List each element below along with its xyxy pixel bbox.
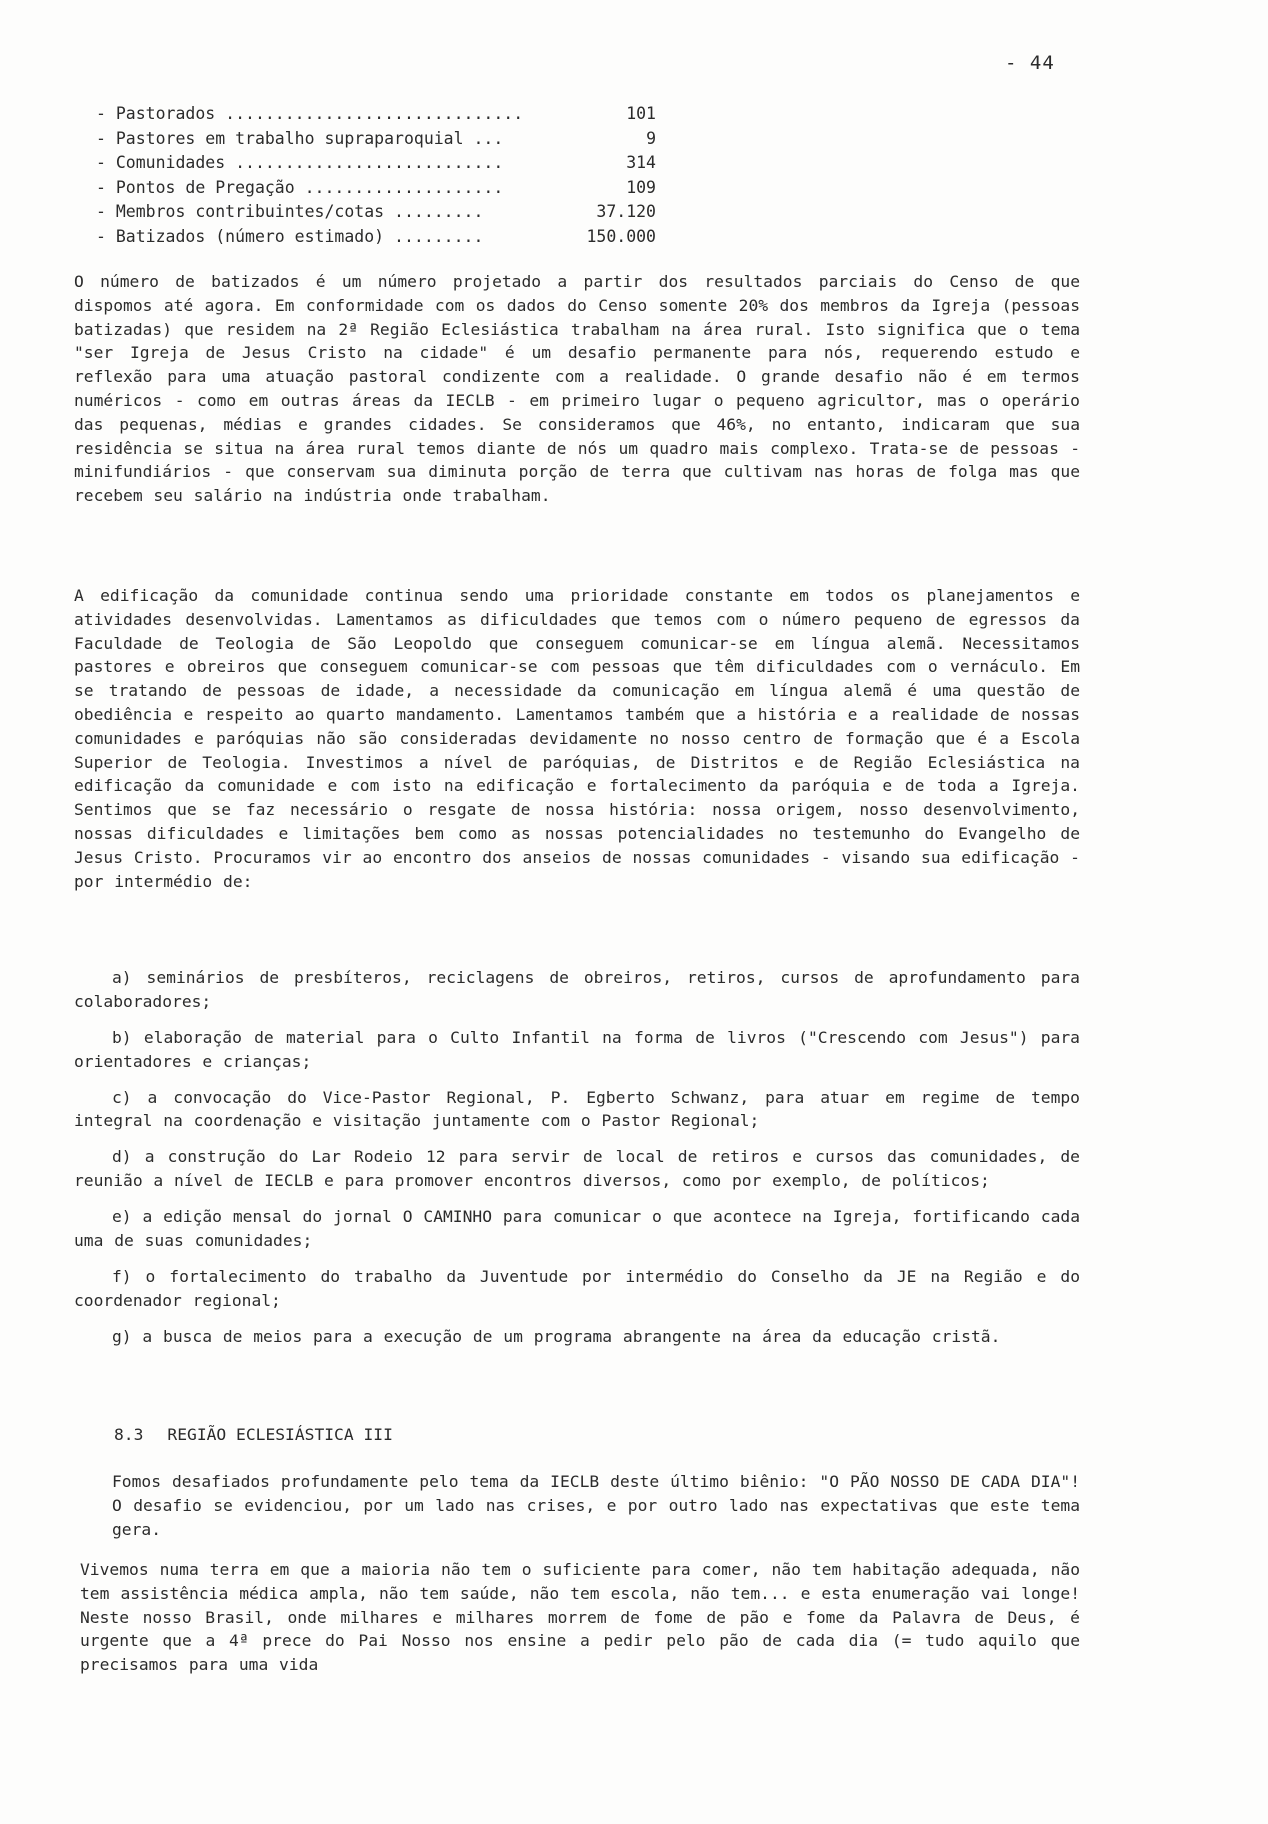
stat-label: - Pastorados .............................. xyxy=(96,104,524,123)
initiatives-list xyxy=(74,966,1080,1361)
stat-label: - Pastores em trabalho supraparoquial ... xyxy=(96,128,504,148)
stat-value: 150.000 xyxy=(586,226,656,246)
page-number: - 44 xyxy=(1005,52,1055,74)
list-item: d) a construção do Lar Rodeio 12 para servir de local de retiros e cursos das comunidades, de reunião a nível de IECLB e para promover encontros diversos, como por exemplo, de políticos; xyxy=(74,1147,1080,1191)
list-item: f) o fortalecimento do trabalho da Juventude por intermédio do Conselho da JE na Região e do coordenador regional; xyxy=(74,1266,1080,1310)
paragraph-theme: Fomos desafiados profundamente pelo tema da IECLB deste último biênio: "O PÃO NOSSO DE CADA DIA"! O desafio se evidenciou, por um lado nas crises, e por outro lado nas expectativas que este tema gera. xyxy=(112,1472,1080,1539)
statistics-list xyxy=(96,102,656,249)
stat-row xyxy=(96,225,656,250)
section-heading xyxy=(114,1425,393,1444)
list-item: e) a edição mensal do jornal O CAMINHO para comunicar o que acontece na Igreja, fortificando cada uma de suas comunidades; xyxy=(74,1207,1080,1250)
stat-value: 314 xyxy=(626,153,656,172)
list-item: c) a convocação do Vice-Pastor Regional, P. Egberto Schwanz, para atuar em regime de tempo integral na coordenação e visitação juntamente com o Pastor Regional; xyxy=(74,1087,1080,1131)
stat-label: - Comunidades ........................... xyxy=(96,153,504,172)
stat-value: 101 xyxy=(626,104,656,123)
list-item: g) a busca de meios para a execução de um programa abrangente na área da educação cristã. xyxy=(112,1326,1001,1346)
stat-label: - Batizados (número estimado) ......... xyxy=(96,226,484,246)
stat-value: 37.120 xyxy=(596,202,656,221)
stat-row xyxy=(96,176,656,201)
section-number: 8.3 xyxy=(114,1425,144,1444)
list-item: b) elaboração de material para o Culto Infantil na forma de livros ("Crescendo com Jesus") para orientadores e crianças; xyxy=(74,1027,1080,1071)
paragraph-census: O número de batizados é um número projetado a partir dos resultados parciais do Censo de que dispomos até agora. Em conformidade com os dados do Censo somente 20% dos membros da Igreja (pessoas batizadas) que residem na 2ª Região Eclesiástica trabalham na área rural. Isto significa que o tema "ser Igreja de Jesus Cristo na cidade" é um desafio permanente para nós, requerendo estudo e reflexão para uma atuação pastoral condizente com a realidade. O grande desafio não é em termos numéricos - como em outras áreas da IECLB - em primeiro lugar o pequeno agricultor, mas o operário das pequenas, médias e grandes cidades. Se consideramos que 46%, no entanto, indicaram que sua residência se situa na área rural temos diante de nós um quadro mais complexo. Trata-se de pessoas - minifundiários - que conservam sua diminuta porção de terra que cultivam nas horas de folga mas que recebem seu salário na indústria onde trabalham. xyxy=(74,272,1080,506)
stat-row xyxy=(96,102,656,127)
paragraph-community-building: A edificação da comunidade continua sendo uma prioridade constante em todos os planejamentos e atividades desenvolvidas. Lamentamos as dificuldades que temos com o número pequeno de egressos da Faculdade de Teologia de São Leopoldo que conseguem comunicar-se em língua alemã. Necessitamos pastores e obreiros que conseguem comunicar-se com pessoas que têm dificuldades com o vernáculo. Em se tratando de pessoas de idade, a necessidade da comunicação em língua alemã é uma questão de obediência e respeito ao quarto mandamento. Lamentamos também que a história e a realidade de nossas comunidades e paróquias não são consideradas devidamente no nosso centro de formação que é a Escola Superior de Teologia. Investimos a nível de paróquias, de Distritos e de Região Eclesiástica na edificação da comunidade e com isto na edificação e fortalecimento da paróquia e de toda a Igreja. Sentimos que se faz necessário o resgate de nossa história: nossa origem, nosso desenvolvimento, nossas dificuldades e limitações bem como as nossas potencialidades no testemunho do Evangelho de Jesus Cristo. Procuramos vir ao encontro dos anseios de nossas comunidades - visando sua edificação - por intermédio de: xyxy=(74,586,1080,891)
stat-row xyxy=(96,127,656,152)
stat-label: - Membros contribuintes/cotas ......... xyxy=(96,202,484,221)
stat-value: 9 xyxy=(646,128,656,148)
list-item: a) seminários de presbíteros, reciclagens de obreiros, retiros, cursos de aprofundamento para colaboradores; xyxy=(74,968,1080,1011)
stat-value: 109 xyxy=(626,177,656,197)
stat-row xyxy=(96,200,656,225)
stat-label: - Pontos de Pregação .................... xyxy=(96,177,504,197)
stat-row xyxy=(96,151,656,176)
section-title: REGIÃO ECLESIÁSTICA III xyxy=(167,1425,393,1444)
paragraph-reality: Vivemos numa terra em que a maioria não tem o suficiente para comer, não tem habitação adequada, não tem assistência médica ampla, não tem saúde, não tem escola, não tem... e esta enumeração vai longe! Neste nosso Brasil, onde milhares e milhares morrem de fome de pão e fome da Palavra de Deus, é urgente que a 4ª prece do Pai Nosso nos ensine a pedir pelo pão de cada dia (= tudo aquilo que precisamos para uma vida xyxy=(80,1560,1080,1675)
